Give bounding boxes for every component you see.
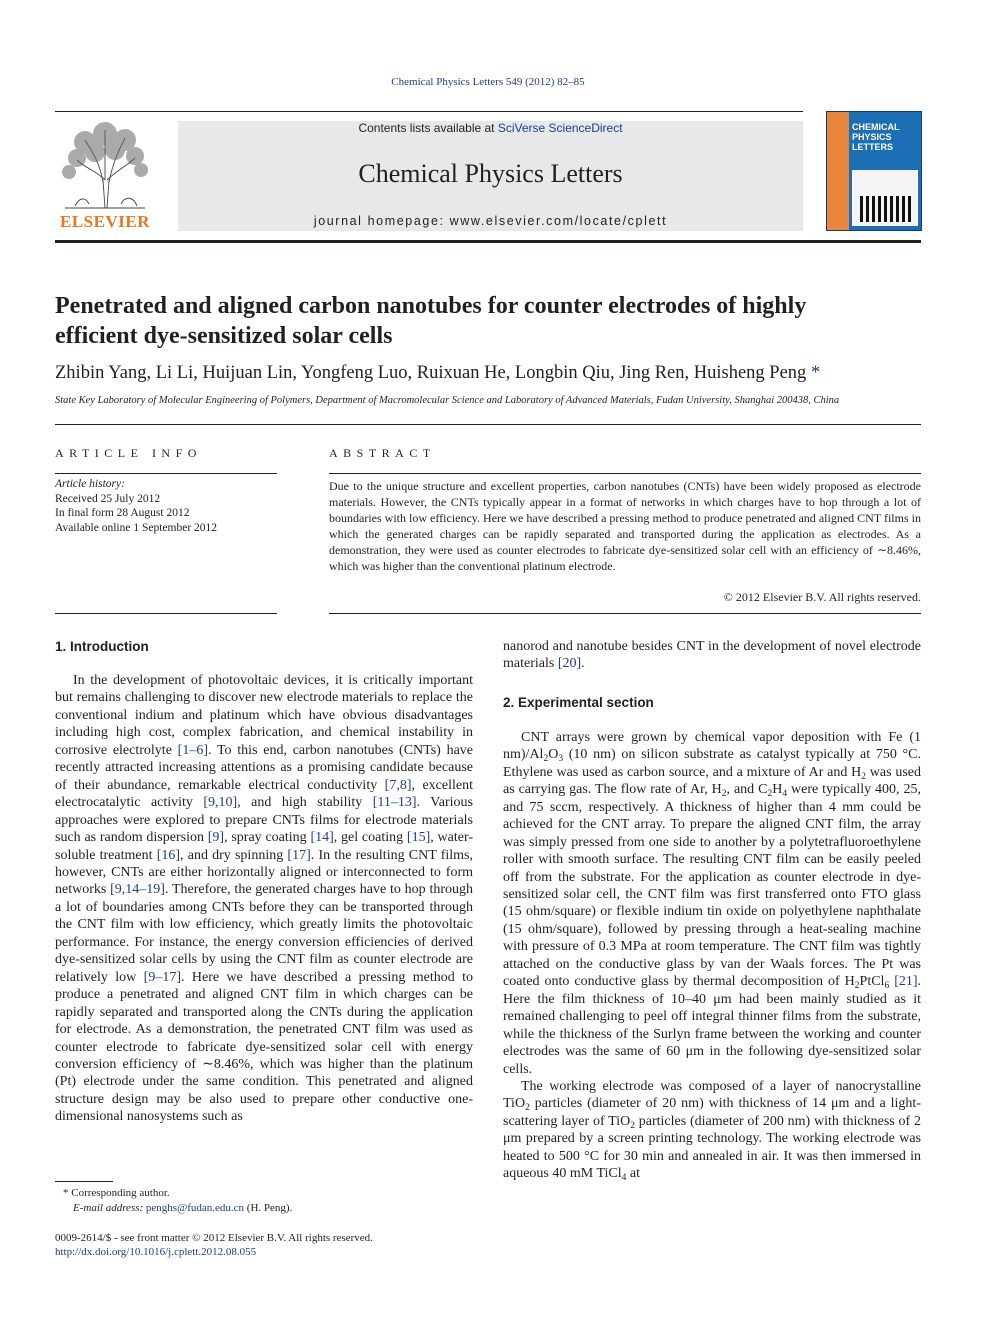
cover-orange-stripe <box>827 112 849 231</box>
intro-paragraph: In the development of photovoltaic devices, it is critically important but remains challenging to discover new electrode materials to replace the conventional indium and platinum which have obvious disadvantages including high cost, complex fabrication, and chemical instability in corrosive electrolyte [1–6]. To this end, carbon nanotubes (CNTs) have recently attracted increasing attentions as a promising candidate because of their abundance, remarkable electrical conductivity [7,8], excellent electrocatalytic activity [9,10], and high stability [11–13]. Various approaches were explored to prepare CNTs films for electrode materials such as random dispersion [9], spray coating [14], gel coating [15], water-soluble treatment [16], and dry spinning [17]. In the resulting CNT films, however, CNTs are either horizontally aligned or interconnected to form networks [9,14–19]. Therefore, the generated charges have to hop through a lot of boundaries among CNTs before they can be transported through the CNT film with low efficiency, which greatly limits the photovoltaic performance. For instance, the energy conversion efficiencies of derived dye-sensitized solar cells by using the CNT film as counter electrode are relatively low [9–17]. Here we have described a pressing method to produce a penetrated and aligned CNT film in which charges can be rapidly separated and transported along the CNTs during the application for electrode. As a demonstration, the penetrated CNT film was used as counter electrode to fabricate dye-sensitized solar cell with energy conversion efficiency of ∼8.46%, which was higher than the platinum (Pt) electrode under the same condition. This penetrated and aligned structure design may be also used to prepare other conductive one-dimensional nanosystems such as <box>55 673 474 1125</box>
author-names: Zhibin Yang, Li Li, Huijuan Lin, Yongfeng Luo, Ruixuan He, Longbin Qiu, Jing Ren, Huisheng Peng <box>55 363 807 383</box>
divider <box>55 613 277 614</box>
citation-link[interactable]: [9,14–19] <box>110 882 165 898</box>
abstract-heading: ABSTRACT <box>329 446 436 460</box>
email-label: E-mail address: <box>73 1202 146 1214</box>
cover-title-line: CHEMICAL <box>852 122 900 132</box>
divider <box>55 424 921 425</box>
experimental-paragraph: CNT arrays were grown by chemical vapor deposition with Fe (1 $nm)/Al_2O_3$ (10 nm) on silicon substrate as catalyst typically at 750 °C. Ethylene was used as carbon source, and a mixture of Ar and $H_2$ was used as carrying gas. The flow rate of Ar, $H_2$, and $C_2H_4$ were typically 400, 25, and 75 sccm, respectively. A thickness of higher than 4 mm could be achieved for the CNT array. To prepare the aligned CNT film, the array was simply pressed from one side to another by a polytetrafluoroethylene roller with smooth surface. The resulting CNT film can be easily peeled off from the substrate. For the application as counter electrode in dye-sensitized solar cell, the CNT film was first transferred onto FTO glass (15 ohm/square) or flexible indium tin oxide on polyethylene naphthalate (15 ohm/square), followed by pressing through a heat-sealing machine with pressure of 0.3 MPa at room temperature. The CNT film was tightly attached on the conductive glass by van der Waals forces. The Pt was coated onto conductive glass by thermal decomposition of $H_2PtCl_6$ [21]. Here the film thickness of 10–40 μm had been mainly studied as it remained challenging to peel off integral thinner films from the substrate, while the thickness of the Surlyn frame between the working and counter electrodes was the same of 60 μm in the following dye-sensitized solar cells. <box>503 729 922 1077</box>
article-title: Penetrated and aligned carbon nanotubes for counter electrodes of highly efficient dye-sensitized solar cells <box>55 293 807 349</box>
contents-prefix: Contents lists available at <box>358 121 498 135</box>
abstract-copyright: © 2012 Elsevier B.V. All rights reserved. <box>723 590 921 604</box>
divider <box>329 613 921 614</box>
citation-link[interactable]: [7,8] <box>384 777 412 793</box>
corresponding-author-note: * Corresponding author. <box>63 1187 170 1199</box>
cover-title-line: LETTERS <box>852 142 894 152</box>
citation-link[interactable]: [1–6] <box>177 742 208 758</box>
abstract-text: Due to the unique structure and excellent properties, carbon nanotubes (CNTs) have been widely proposed as electrode materials. However, the CNTs typically appear in a format of networks in which charges have to hop through a lot of boundaries with low efficiency. Here we have described a pressing method to produce penetrated and aligned CNT films in which the generated charges can be rapidly separated and transported during the application as electrodes. As a demonstration, they were used as counter electrodes to fabricate dye-sensitized solar cell with an efficiency of ∼8.46%, which was higher than the conventional platinum electrode. <box>329 479 921 573</box>
article-info-heading: ARTICLE INFO <box>55 446 202 460</box>
citation-link[interactable]: [21] <box>894 974 918 990</box>
footnote <box>55 1186 475 1216</box>
revised-date: In final form 28 August 2012 <box>55 507 190 519</box>
citation-link[interactable]: [9] <box>207 830 225 846</box>
corresponding-author-mark[interactable]: * <box>810 363 821 383</box>
journal-reference[interactable]: Chemical Physics Letters 549 (2012) 82–85 <box>391 76 585 88</box>
received-date: Received 25 July 2012 <box>55 492 161 505</box>
doi-link[interactable]: http://dx.doi.org/10.1016/j.cplett.2012.08.055 <box>55 1246 257 1258</box>
citation-link[interactable]: [9–17] <box>143 969 181 985</box>
citation-link[interactable]: [17] <box>287 847 311 863</box>
sciencedirect-link[interactable]: SciVerse ScienceDirect <box>497 121 623 135</box>
cover-title-line: PHYSICS <box>852 132 892 142</box>
body-right-column <box>503 638 921 1183</box>
journal-cover-thumbnail[interactable] <box>826 111 922 231</box>
affiliation: State Key Laboratory of Molecular Engineering of Polymers, Department of Macromolecular Science and Laboratory of Advanced Materials, Fudan University, Shanghai 200438, China <box>55 395 840 406</box>
email-suffix: (H. Peng). <box>244 1202 293 1214</box>
header-bottom-rule <box>55 240 921 243</box>
article-history <box>55 477 277 535</box>
history-label: Article history: <box>55 478 125 490</box>
experimental-paragraph: The working electrode was composed of a layer of nanocrystalline TiO$_2$ particles (diameter of 20 nm) with thickness of 14 μm and a light-scattering layer of TiO$_2$ particles (diameter of 200 nm) with thickness of 2 μm prepared by a screen printing technology. The working electrode was heated to 500 °C for 30 min and annealed in air. It was then immersed in aqueous 40 mM TiCl$_4$ at <box>503 1078 921 1184</box>
footnote-rule <box>55 1181 113 1182</box>
author-list <box>55 363 921 384</box>
issn-line: 0009-2614/$ - see front matter © 2012 Elsevier B.V. All rights reserved. <box>55 1232 373 1244</box>
divider <box>55 473 277 474</box>
elsevier-wordmark: ELSEVIER <box>60 212 150 231</box>
email-line <box>55 1201 475 1216</box>
body-left-column <box>55 638 473 1126</box>
intro-paragraph-continued: nanorod and nanotube besides CNT in the development of novel electrode materials [20]. <box>503 639 921 672</box>
journal-homepage[interactable]: journal homepage: www.elsevier.com/locate/cplett <box>313 214 668 228</box>
citation-link[interactable]: [11–13] <box>372 795 417 811</box>
email-link[interactable]: penghs@fudan.edu.cn <box>145 1202 245 1214</box>
section-heading-introduction: 1. Introduction <box>55 639 149 654</box>
contents-line <box>178 121 803 135</box>
citation-link[interactable]: [20] <box>557 656 582 672</box>
header-top-rule <box>55 111 803 112</box>
journal-banner <box>178 121 803 231</box>
cover-title <box>852 122 900 152</box>
page-footer <box>55 1231 555 1259</box>
online-date: Available online 1 September 2012 <box>55 521 218 534</box>
divider <box>329 473 921 474</box>
citation-link[interactable]: [15] <box>406 830 431 846</box>
citation-link[interactable]: [14] <box>310 830 334 846</box>
cover-image <box>852 170 918 226</box>
journal-title: Chemical Physics Letters <box>358 159 623 188</box>
citation-link[interactable]: [9,10] <box>203 795 238 811</box>
section-heading-experimental: 2. Experimental section <box>503 694 654 710</box>
citation-link[interactable]: [16] <box>156 847 181 863</box>
